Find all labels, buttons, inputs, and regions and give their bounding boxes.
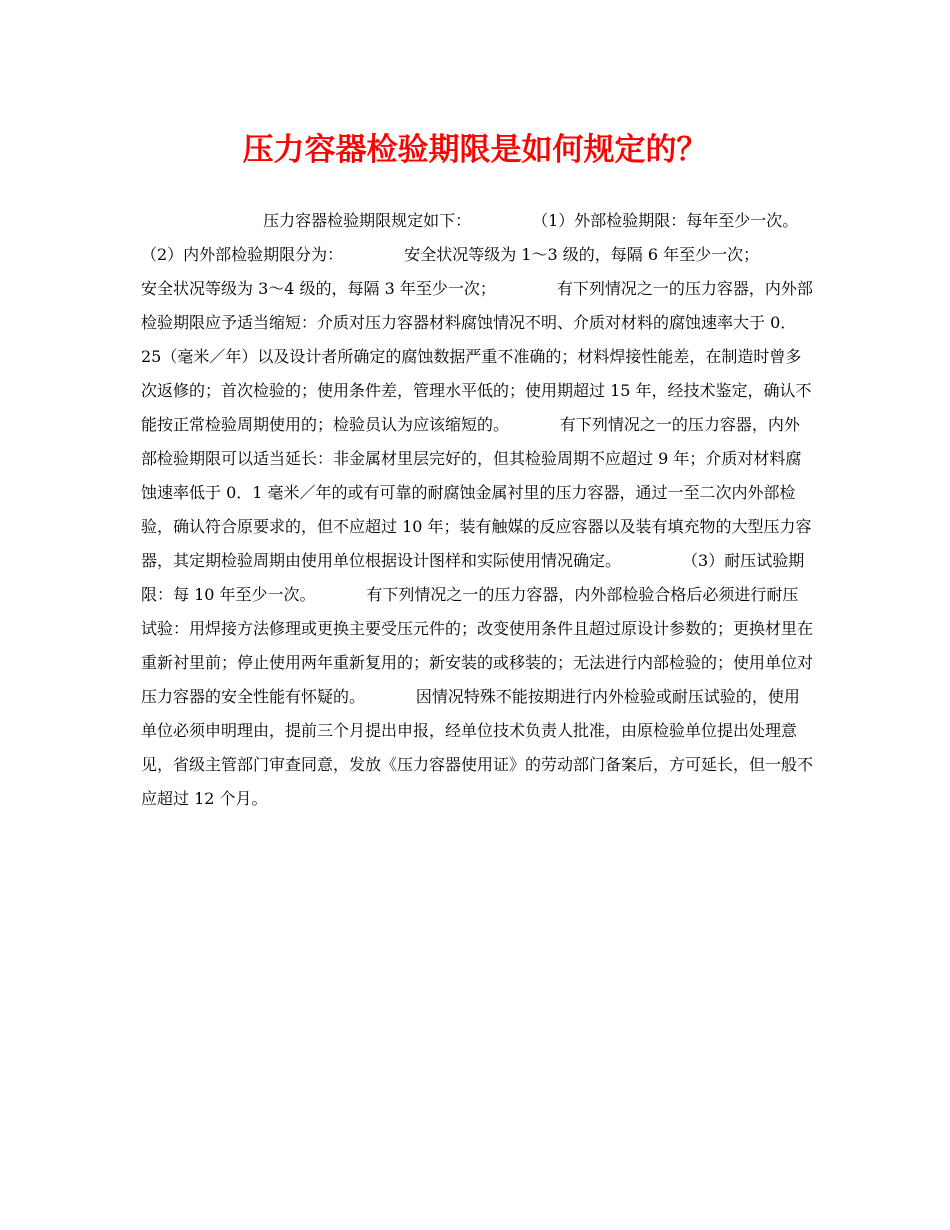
document-title: 压力容器检验期限是如何规定的？ [242,132,708,168]
document-body: 压力容器检验期限规定如下： （1）外部检验期限：每年至少一次。 （2）内外部检验期限分为： 安全状况等级为 1～3 级的，每隔 6 年至少一次； 安全状况等级为 3～4 级的，每隔 3 年至少一次； 有下列情况之一的压力容器，内外部检验期限应予适当缩短：介质对压力容器材料腐蚀情况不明、介质对材料的腐蚀速率大于 0．25（毫米／年）以及设计者所确定的腐蚀数据严重不准确的；材料焊接性能差，在制造时曾多次返修的；首次检验的；使用条件差，管理水平低的；使用期超过 15 年，经技术鉴定，确认不能按正常检验周期使用的；检验员认为应该缩短的。 有下列情况之一的压力容器，内外部检验期限可以适当延长：非金属材里层完好的，但其检验周期不应超过 9 年；介质对材料腐蚀速率低于 0．1 毫米／年的或有可靠的耐腐蚀金属衬里的压力容器，通过一至二次内外部检验，确认符合原要求的，但不应超过 10 年；装有触媒的反应容器以及装有填充物的大型压力容器，其定期检验周期由使用单位根据设计图样和实际使用情况确定。 （3）耐压试验期限：每 10 年至少一次。 有下列情况之一的压力容器，内外部检验合格后必须进行耐压试验：用焊接方法修理或更换主要受压元件的；改变使用条件且超过原设计参数的；更换材里在重新衬里前；停止使用两年重新复用的；新安装的或移装的；无法进行内部检验的；使用单位对压力容器的安全性能有怀疑的。 因情况特殊不能按期进行内外检验或耐压试验的，使用单位必须申明理由，提前三个月提出申报，经单位技术负责人批准，由原检验单位提出处理意见，省级主管部门审查同意，发放《压力容器使用证》的劳动部门备案后，方可延长，但一般不应超过 12 个月。 [141,211,860,808]
